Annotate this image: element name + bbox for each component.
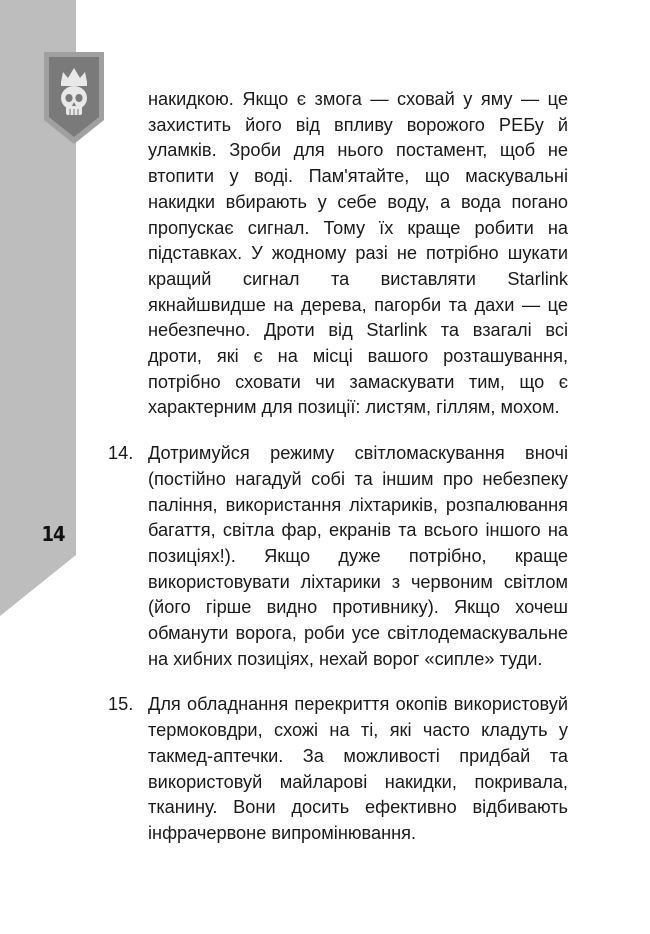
item-number: 15. (108, 694, 134, 715)
page-number: 14 (41, 522, 65, 546)
list-item-14 (108, 441, 568, 672)
item-text: Для обладнання перекриття окопів використовуй термоковдри, схожі на ті, які часто кладуть у такмед-аптечки. За можливості придбай та використовуй майларові накидки, покривала, тканину. Вони досить ефективно відбивають інфрачервоне випромінювання. (148, 694, 568, 843)
list-item-15 (108, 692, 568, 846)
crowned-skull-icon (44, 52, 104, 144)
continuation-paragraph: накидкою. Якщо є змога — сховай у яму — це захистить його від впливу ворожого РЕБу й уламків. Зроби для нього постамент, щоб не втопити у воді. Пам'ятайте, що маскувальні накидки вбирають у себе воду, а вода погано пропускає сигнал. Тому їх краще робити на підставках. У жодному разі не потрібно шукати кращий сигнал та виставляти Starlink якнайшвидше на дерева, пагорби та дахи — це небезпечно. Дроти від Starlink та взагалі всі дроти, які є на місці вашого розташування, потрібно сховати чи замаскувати тим, що є характерним для позиції: листям, гіллям, мохом. (148, 89, 568, 418)
item-text: Дотримуйся режиму світломаскування вночі (постійно нагадуй собі та іншим про небезпеку паління, використання ліхтариків, розпалювання багаття, світла фар, екранів та всього іншого на позиціях!). Якщо дуже потрібно, краще використовувати ліхтарики з червоним світлом (його гірше видно противнику). Якщо хочеш обманути ворога, роби усе світлодемаскувальне на хибних позиціях, нехай ворог «сипле» туди. (148, 443, 568, 669)
page-body (108, 87, 568, 847)
item-number: 14. (108, 443, 134, 464)
